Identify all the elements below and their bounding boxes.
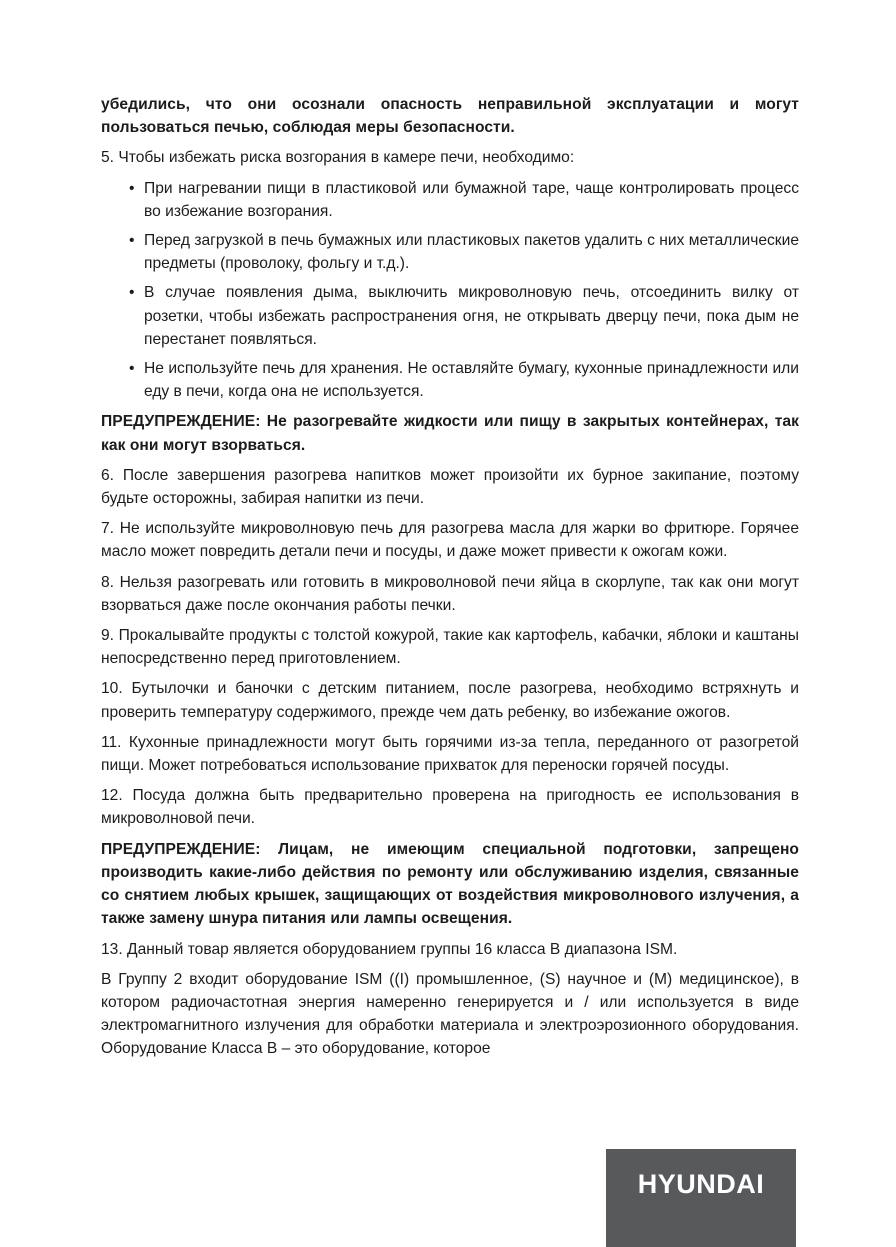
paragraph-7: 7. Не используйте микроволновую печь для разогрева масла для жарки во фритюре. Горячее масло может повредить детали печи и посуды, и даже может привести к ожогам кожи. xyxy=(101,520,799,561)
paragraph-8: 8. Нельзя разогревать или готовить в микроволновой печи яйца в скорлупе, так как они могут взорваться даже после окончания работы печки. xyxy=(101,573,799,614)
document-body xyxy=(101,93,799,1068)
paragraph-11: 11. Кухонные принадлежности могут быть горячими из-за тепла, переданного от разогретой пищи. Может потребоваться использование прихваток для переноски горячей посуды. xyxy=(101,733,799,775)
warning-repair: ПРЕДУПРЕЖДЕНИЕ: Лицам, не имеющим специальной подготовки, запрещено производить какие-либо действия по ремонту или обслуживанию изделия, связанные со снятием любых крышек, защищающих от воздействия микроволнового излучения, а также замену шнура питания или лампы освещения. xyxy=(101,840,799,928)
paragraph-6: 6. После завершения разогрева напитков может произойти их бурное закипание, поэтому будьте осторожны, забирая напитки из печи. xyxy=(101,466,799,508)
bullet-text: Не используйте печь для хранения. Не оставляйте бумагу, кухонные принадлежности или еду в печи, когда она не используется. xyxy=(144,360,799,401)
paragraph-13: 13. Данный товар является оборудованием группы 16 класса В диапазона ISM. xyxy=(101,940,678,958)
paragraph-12: 12. Посуда должна быть предварительно проверена на пригодность ее использования в микроволновой печи. xyxy=(101,787,799,828)
item-5-heading: 5. Чтобы избежать риска возгорания в камере печи, необходимо: xyxy=(101,149,575,167)
bullet-icon: • xyxy=(129,232,135,250)
group-2-description: В Группу 2 входит оборудование ISM ((I) промышленное, (S) научное и (M) медицинское), в котором радиочастотная энергия намеренно генерируется и / или используется в виде электромагнитного излучения для обработки материала и электроэрозионного оборудования. Оборудование Класса В – это оборудование, которое xyxy=(101,970,799,1058)
paragraph-9: 9. Прокалывайте продукты с толстой кожурой, такие как картофель, кабачки, яблоки и каштаны непосредственно перед приготовлением. xyxy=(101,627,799,668)
bullet-icon: • xyxy=(129,179,135,197)
brand-footer-box xyxy=(606,1149,796,1247)
list-item xyxy=(101,229,799,275)
item-5-bullet-list xyxy=(101,177,799,404)
bullet-icon: • xyxy=(129,284,135,302)
bullet-text: При нагревании пищи в пластиковой или бумажной таре, чаще контролировать процесс во избежание возгорания. xyxy=(144,179,799,220)
intro-text: убедились, что они осознали опасность неправильной эксплуатации и могут пользоваться печью, соблюдая меры безопасности. xyxy=(101,96,799,137)
list-item xyxy=(101,281,799,351)
list-item xyxy=(101,357,799,403)
bullet-icon: • xyxy=(129,360,135,378)
paragraph-10: 10. Бутылочки и баночки с детским питанием, после разогрева, необходимо встряхнуть и проверить температуру содержимого, прежде чем дать ребенку, во избежание ожогов. xyxy=(101,680,799,721)
list-item xyxy=(101,177,799,223)
bullet-text: В случае появления дыма, выключить микроволновую печь, отсоединить вилку от розетки, чтобы избежать распространения огня, не открывать дверцу печи, пока дым не перестанет появляться. xyxy=(144,284,799,348)
warning-sealed-containers: ПРЕДУПРЕЖДЕНИЕ: Не разогревайте жидкости или пищу в закрытых контейнерах, так как они могут взорваться. xyxy=(101,413,799,454)
hyundai-logo: HYUNDAI xyxy=(637,1169,765,1199)
bullet-text: Перед загрузкой в печь бумажных или пластиковых пакетов удалить с них металлические предметы (проволоку, фольгу и т.д.). xyxy=(144,232,799,273)
